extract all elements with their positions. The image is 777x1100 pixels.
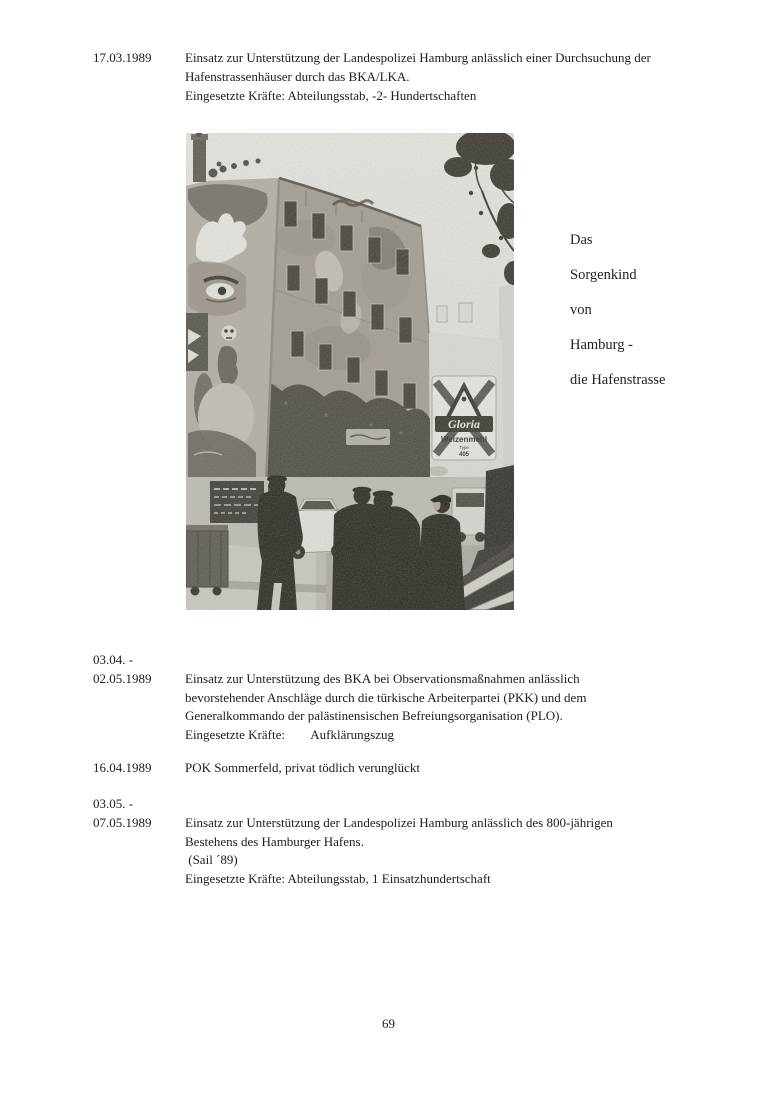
entry-date: 03.05. -: [93, 796, 134, 811]
entry-text-line: Einsatz zur Unterstützung der Landespolizei Hamburg anlässlich einer Durchsuchung der: [185, 50, 651, 65]
gloria-brand-text: Gloria: [447, 417, 481, 431]
entry-text-line: Eingesetzte Kräfte: Aufklärungszug: [185, 727, 395, 743]
entry-text-line: Eingesetzte Kräfte: Abteilungsstab, -2- Hundertschaften: [185, 87, 477, 103]
caption-line: Das: [570, 232, 593, 248]
photo-caption: [570, 223, 665, 398]
entry-date: 03.04. -: [93, 652, 134, 667]
entry-body: [185, 49, 651, 105]
gloria-product-text: Weizenmehl: [440, 435, 488, 444]
entry-text-line: Einsatz zur Unterstützung des BKA bei Observationsmaßnahmen anlässlich: [185, 670, 580, 686]
svg-text:Type: Type: [459, 445, 469, 450]
entry-text-line: Eingesetzte Kräfte: Abteilungsstab, 1 Einsatzhundertschaft: [185, 871, 491, 887]
caption-line: Hamburg -: [570, 337, 633, 353]
caption-line: von: [570, 302, 592, 318]
caption-line: Sorgenkind: [570, 267, 637, 283]
entry-date: 02.05.1989: [93, 670, 152, 686]
entry-text-line: Einsatz zur Unterstützung der Landespolizei Hamburg anlässlich des 800-jährigen: [185, 814, 613, 830]
svg-text:405: 405: [458, 452, 470, 458]
entry-text-line: (Sail ´89): [185, 852, 238, 868]
entry-date-column: [93, 651, 152, 689]
entry-text-line: POK Sommerfeld, privat tödlich verunglückt: [185, 760, 421, 775]
entry-text-line: Generalkommando der palästinensischen Befreiungsorganisation (PLO).: [185, 708, 563, 724]
entry-date-column: [93, 795, 152, 833]
entry-text-line: bevorstehender Anschläge durch die türkische Arbeiterpartei (PKK) und dem: [185, 689, 587, 705]
photo-canvas: [186, 133, 514, 610]
photo-hafenstrasse: [186, 133, 514, 610]
entry-body: [185, 814, 613, 889]
entry-text-line: Hafenstrassenhäuser durch das BKA/LKA.: [185, 68, 410, 84]
entry-date: 07.05.1989: [93, 814, 152, 830]
caption-line: die Hafenstrasse: [570, 372, 666, 388]
entry-text-line: Bestehens des Hamburger Hafens.: [185, 833, 364, 849]
page-number: 69: [382, 1016, 395, 1031]
grain-overlay: [186, 133, 514, 610]
entry-date-column: [93, 49, 152, 68]
entry-date: 17.03.1989: [93, 50, 152, 65]
entry-date-column: [93, 759, 152, 778]
entry-body: [185, 759, 420, 778]
entry-date: 16.04.1989: [93, 760, 152, 775]
entry-body: [185, 670, 586, 745]
